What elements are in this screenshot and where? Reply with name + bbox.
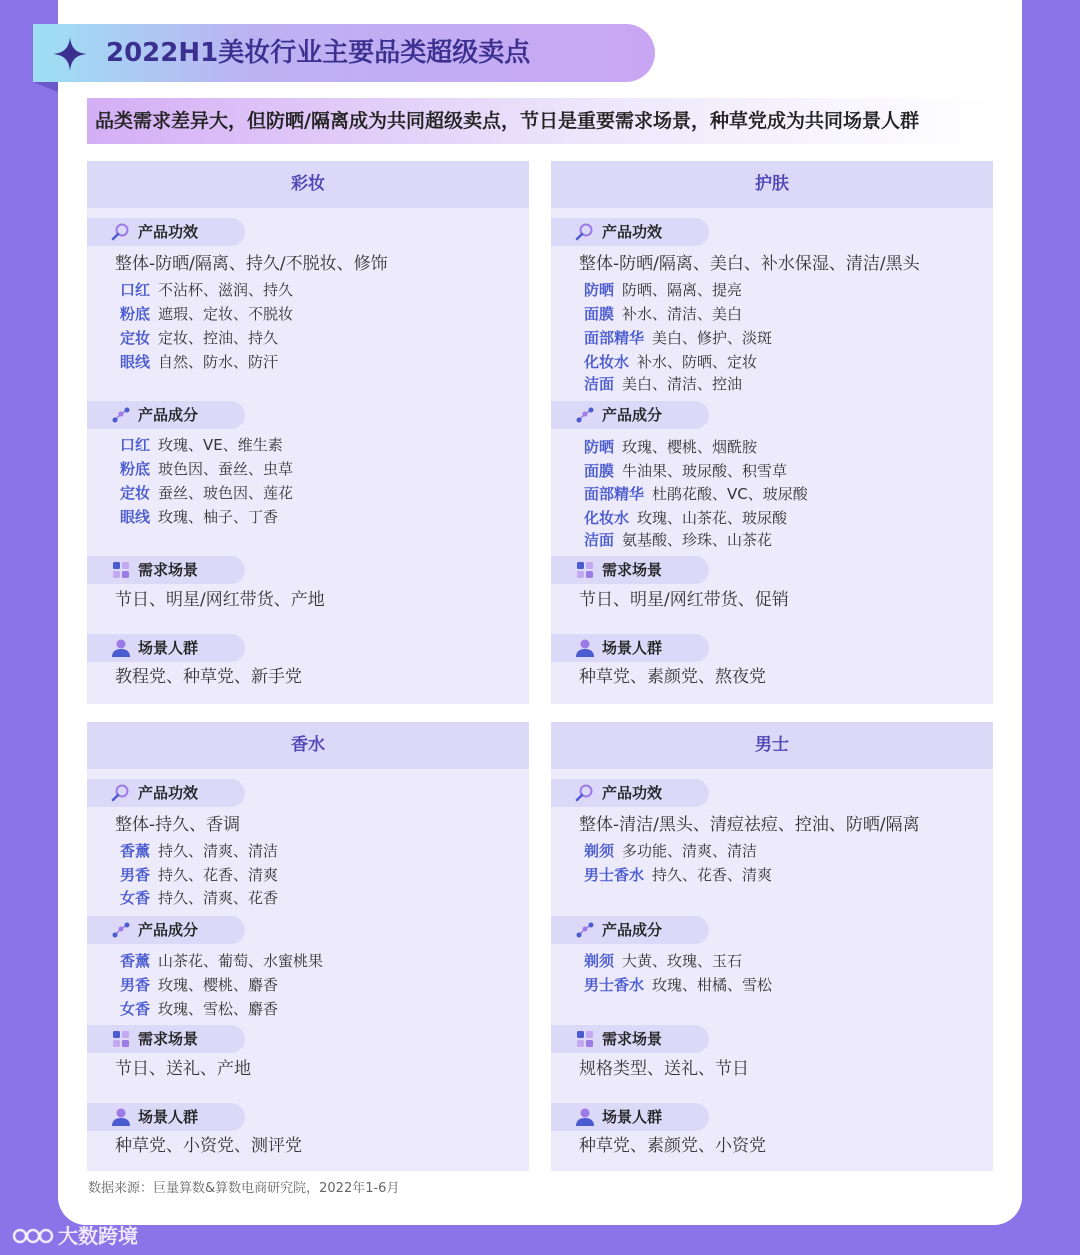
scenario-text: 节日、明星/网红带货、促销 bbox=[579, 590, 789, 610]
crowd-text: 种草党、素颜党、熬夜党 bbox=[579, 667, 766, 687]
panel-perfume bbox=[87, 722, 529, 1171]
efficacy-item: 眼线 自然、防水、防汗 bbox=[120, 353, 279, 371]
panel-title: 彩妆 bbox=[87, 161, 529, 208]
ingredient-item: 男士香水 玫瑰、柑橘、雪松 bbox=[584, 976, 773, 994]
section-scenario bbox=[87, 556, 245, 584]
section-label: 产品功效 bbox=[602, 223, 663, 241]
efficacy-item: 面部精华 美白、修护、淡斑 bbox=[584, 329, 773, 347]
ingredient-item: 口红 玫瑰、VE、维生素 bbox=[120, 436, 283, 454]
section-crowd bbox=[87, 1103, 245, 1131]
panel-makeup bbox=[87, 161, 529, 704]
efficacy-overall: 整体-持久、香调 bbox=[115, 815, 241, 835]
ingredient-item: 男香 玫瑰、樱桃、麝香 bbox=[120, 976, 279, 994]
section-efficacy bbox=[551, 779, 709, 807]
section-scenario bbox=[551, 556, 709, 584]
panel-title: 香水 bbox=[87, 722, 529, 769]
person-icon bbox=[111, 639, 131, 657]
search-icon bbox=[111, 784, 131, 802]
section-label: 产品成分 bbox=[602, 406, 663, 424]
section-efficacy bbox=[87, 218, 245, 246]
scenario-text: 规格类型、送礼、节日 bbox=[579, 1059, 749, 1079]
efficacy-overall: 整体-清洁/黑头、清痘祛痘、控油、防晒/隔离 bbox=[579, 815, 920, 835]
section-scenario bbox=[87, 1025, 245, 1053]
efficacy-item: 香薰 持久、清爽、清洁 bbox=[120, 842, 279, 860]
section-label: 场景人群 bbox=[602, 639, 663, 657]
section-crowd bbox=[551, 1103, 709, 1131]
ingredient-item: 眼线 玫瑰、柚子、丁香 bbox=[120, 508, 279, 526]
efficacy-item: 防晒 防晒、隔离、提亮 bbox=[584, 281, 743, 299]
grid-icon bbox=[111, 561, 131, 579]
efficacy-item: 口红 不沾杯、滋润、持久 bbox=[120, 281, 294, 299]
molecule-icon bbox=[575, 406, 595, 424]
section-label: 需求场景 bbox=[138, 561, 199, 579]
efficacy-item: 女香 持久、清爽、花香 bbox=[120, 889, 279, 907]
ingredient-item: 剃须 大黄、玫瑰、玉石 bbox=[584, 952, 743, 970]
section-label: 产品功效 bbox=[602, 784, 663, 802]
efficacy-item: 男士香水 持久、花香、清爽 bbox=[584, 866, 773, 884]
section-label: 产品成分 bbox=[602, 921, 663, 939]
title-fold bbox=[33, 82, 58, 92]
efficacy-item: 洁面 美白、清洁、控油 bbox=[584, 375, 743, 393]
section-crowd bbox=[87, 634, 245, 662]
section-label: 场景人群 bbox=[602, 1108, 663, 1126]
crowd-text: 种草党、素颜党、小资党 bbox=[579, 1136, 766, 1156]
grid-icon bbox=[111, 1030, 131, 1048]
sparkle-icon bbox=[52, 36, 88, 72]
data-source: 数据来源：巨量算数&算数电商研究院，2022年1-6月 bbox=[88, 1181, 400, 1196]
ingredient-item: 定妆 蚕丝、玻色因、莲花 bbox=[120, 484, 294, 502]
section-scenario bbox=[551, 1025, 709, 1053]
efficacy-overall: 整体-防晒/隔离、持久/不脱妆、修饰 bbox=[115, 254, 388, 274]
molecule-icon bbox=[575, 921, 595, 939]
section-ingredients bbox=[87, 401, 245, 429]
efficacy-item: 男香 持久、花香、清爽 bbox=[120, 866, 279, 884]
section-ingredients bbox=[551, 401, 709, 429]
search-icon bbox=[111, 223, 131, 241]
section-label: 产品成分 bbox=[138, 921, 199, 939]
section-label: 需求场景 bbox=[138, 1030, 199, 1048]
efficacy-item: 剃须 多功能、清爽、清洁 bbox=[584, 842, 758, 860]
efficacy-item: 定妆 定妆、控油、持久 bbox=[120, 329, 279, 347]
efficacy-item: 粉底 遮瑕、定妆、不脱妆 bbox=[120, 305, 294, 323]
person-icon bbox=[111, 1108, 131, 1126]
crowd-text: 种草党、小资党、测评党 bbox=[115, 1136, 302, 1156]
ingredient-item: 女香 玫瑰、雪松、麝香 bbox=[120, 1000, 279, 1018]
section-label: 产品功效 bbox=[138, 223, 199, 241]
molecule-icon bbox=[111, 921, 131, 939]
section-label: 产品功效 bbox=[138, 784, 199, 802]
search-icon bbox=[575, 223, 595, 241]
page-subtitle: 品类需求差异大，但防晒/隔离成为共同超级卖点，节日是重要需求场景，种草党成为共同场景人群 bbox=[95, 110, 919, 132]
page-title: 2022H1美妆行业主要品类超级卖点 bbox=[106, 38, 531, 68]
ingredient-item: 香薰 山茶花、葡萄、水蜜桃果 bbox=[120, 952, 324, 970]
scenario-text: 节日、明星/网红带货、产地 bbox=[115, 590, 325, 610]
ingredient-item: 面部精华 杜鹃花酸、VC、玻尿酸 bbox=[584, 485, 808, 503]
molecule-icon bbox=[111, 406, 131, 424]
efficacy-item: 面膜 补水、清洁、美白 bbox=[584, 305, 743, 323]
person-icon bbox=[575, 1108, 595, 1126]
section-efficacy bbox=[87, 779, 245, 807]
section-label: 产品成分 bbox=[138, 406, 199, 424]
section-efficacy bbox=[551, 218, 709, 246]
ingredient-item: 洁面 氨基酸、珍珠、山茶花 bbox=[584, 531, 773, 549]
section-label: 场景人群 bbox=[138, 639, 199, 657]
panel-men bbox=[551, 722, 993, 1171]
watermark-text: 大数跨境 bbox=[58, 1224, 138, 1248]
section-label: 需求场景 bbox=[602, 1030, 663, 1048]
section-crowd bbox=[551, 634, 709, 662]
section-label: 需求场景 bbox=[602, 561, 663, 579]
search-icon bbox=[575, 784, 595, 802]
efficacy-item: 化妆水 补水、防晒、定妆 bbox=[584, 353, 758, 371]
ingredient-item: 防晒 玫瑰、樱桃、烟酰胺 bbox=[584, 438, 758, 456]
watermark-logo-icon bbox=[12, 1225, 54, 1247]
efficacy-overall: 整体-防晒/隔离、美白、补水保湿、清洁/黑头 bbox=[579, 254, 920, 274]
ingredient-item: 粉底 玻色因、蚕丝、虫草 bbox=[120, 460, 294, 478]
ingredient-item: 面膜 牛油果、玻尿酸、积雪草 bbox=[584, 462, 788, 480]
panel-skincare bbox=[551, 161, 993, 704]
section-ingredients bbox=[87, 916, 245, 944]
watermark bbox=[12, 1222, 138, 1250]
panel-title: 护肤 bbox=[551, 161, 993, 208]
person-icon bbox=[575, 639, 595, 657]
section-label: 场景人群 bbox=[138, 1108, 199, 1126]
ingredient-item: 化妆水 玫瑰、山茶花、玻尿酸 bbox=[584, 509, 788, 527]
grid-icon bbox=[575, 1030, 595, 1048]
section-ingredients bbox=[551, 916, 709, 944]
crowd-text: 教程党、种草党、新手党 bbox=[115, 667, 302, 687]
scenario-text: 节日、送礼、产地 bbox=[115, 1059, 251, 1079]
grid-icon bbox=[575, 561, 595, 579]
panel-title: 男士 bbox=[551, 722, 993, 769]
